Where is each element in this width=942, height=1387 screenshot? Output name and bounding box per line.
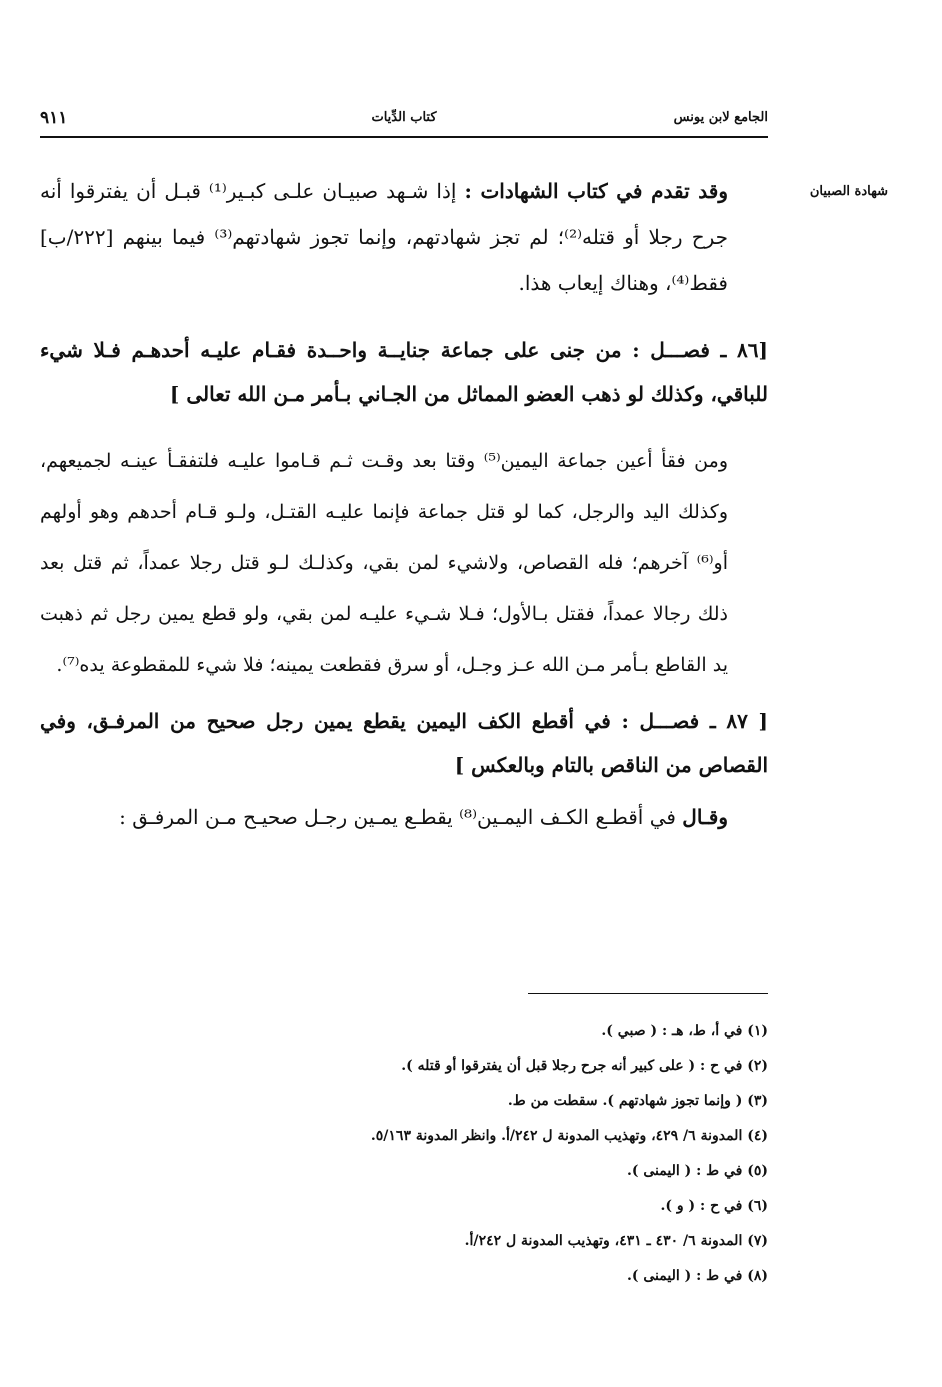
footnote-7: (٧) المدونة ٦/ ٤٣٠ ـ ٤٣١، وتهذيب المدونة ل ٢٤٢/أ. [464,1233,768,1249]
footnote-4: (٤) المدونة ٦/ ٤٢٩، وتهذيب المدونة ل ٢٤٢/أ. وانظر المدونة ٥/١٦٣. [370,1128,768,1144]
page-number: ٩١١ [40,108,68,128]
paragraph-2: ومن فقأ أعين جماعة اليمين⁽⁵⁾ وقتا بعد وقـت ثـم قـاموا عليـه فلتفقـأ عينـه لجميعهم، وكذلك اليد والرجل، كما لو قتل جماعة فإنما عليـه القتـل، ولـو قـام أحدهم وهو أولهم أو⁽⁶⁾ آخرهم؛ فله القصاص، ولاشيء لمن بقي، وكذلـك لـو قتل رجلا عمداً، ثم قتل بعد ذلك رجالا عمداً، فقتل بـالأول؛ فـلا شـيء عليـه لمن بقي، ولو قطع يمين رجل ثم ذهبت يد القاطع بـأمر مـن الله عـز وجـل، أو سرق فقطعت يمينه؛ فلا شيء للمقطوعة يده⁽⁷⁾. [40,450,728,676]
margin-note: شهادة الصبيان [809,184,888,199]
section-87-heading: [ ٨٧ ـ فصـــل : في أقطع الكف اليمين يقطع يمين رجل صحيح من المرفـق، وفي القصاص من الناقص بالتام وبالعكس ] [40,709,768,777]
running-header [40,108,768,134]
footnote-2: (٢) في ح : ( على كبير أنه جرح رجلا قبل أن يفترقوا أو قتله ). [401,1058,768,1074]
footnote-8: (٨) في ط : ( اليمنى ). [627,1268,768,1284]
paragraph-3 [40,795,768,839]
footnote-3: (٣) ( وإنما تجوز شهادتهم ). سقطت من ط. [507,1093,768,1109]
para3-lead: وقـال [682,805,728,829]
footnote-rule [528,993,768,994]
para3-rest: في أقطـع الكـف اليمـين⁽⁸⁾ يقطـع يمـين رجـل صحيـح مـن المرفـق : [119,805,676,829]
header-rule [40,136,768,138]
section-86-heading: [٨٦ ـ فصـــل : من جنى على جماعة جنايــة واحــدة فقـام عليـه أحدهـم فـلا شيء للباقي، وكذلك لو ذهب العضو المماثل من الجـاني بـأمر مـن الله تعالى ] [40,338,768,406]
footnote-6: (٦) في ح : ( و ). [660,1198,768,1214]
book-title: الجامع لابن يونس [673,110,768,125]
main-text [40,168,768,839]
intro-lead: وقد تقدم في كتاب الشهادات : [464,179,728,203]
chapter-title: كتاب الدِّيات [371,110,437,125]
intro-rest: إذا شـهد صبيـان علـى كبـير⁽¹⁾ قبـل أن يفترقوا أنه جرح رجلا أو قتله⁽²⁾؛ لم تجز شهادتهم، وإنما تجوز شهادتهم⁽³⁾ فيما بينهم [٢٢٢/ب] فقط⁽⁴⁾، وهناك إيعاب هذا. [40,179,728,295]
footnote-1: (١) في أ، ط، هـ : ( صبي ). [601,1023,768,1039]
footnote-5: (٥) في ط : ( اليمنى ). [627,1163,768,1179]
footnotes [40,1014,768,1294]
intro-paragraph [40,168,768,306]
